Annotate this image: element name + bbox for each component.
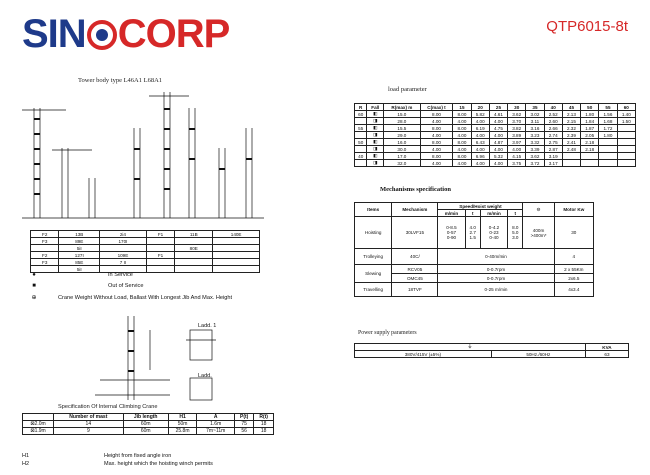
load-caption: load parameter bbox=[388, 86, 427, 93]
table-header-row: R Fall R(max) m C(max) t 15 20 25 30 35 40 45 50 55 60 bbox=[355, 104, 636, 111]
mast-section-icon: ⊠ bbox=[30, 421, 35, 427]
table-row: ◨ 28.0 4.00 4.00 4.00 4.00 3.70 3.11 2.60 2.15 1.84 1.68 1.50 bbox=[355, 118, 636, 125]
legend-in-service: ● In Service bbox=[30, 272, 133, 278]
table-header-row: m/min t m/min t bbox=[355, 210, 594, 217]
table-row: ◨ 32.0 4.00 4.00 4.00 4.00 3.75 3.72 3.17 bbox=[355, 160, 636, 167]
table-row: 5iI bbox=[31, 266, 260, 273]
table-row: ⊠2.0m 14 60m 50m 1.6m 75 18 bbox=[23, 421, 274, 428]
note-h1-text: Height from fixed angle iron bbox=[104, 453, 172, 459]
table-row: F3 85E 7 II bbox=[31, 259, 260, 266]
plug-icon: ⏚ bbox=[467, 344, 473, 349]
brand-logo bbox=[22, 14, 229, 54]
out-of-service-icon: ■ bbox=[32, 283, 36, 289]
tower-weight-table bbox=[30, 230, 260, 273]
in-service-icon: ● bbox=[32, 272, 36, 278]
table-row: 5iI 80E bbox=[31, 245, 260, 252]
power-title: Power supply parameters bbox=[358, 330, 417, 336]
figure-label-2: Ladd. bbox=[198, 373, 212, 379]
tower-caption: Tower body type L46A1 L68A1 bbox=[78, 77, 163, 84]
mast-section-icon: ⊠ bbox=[30, 428, 35, 434]
table-row: ◨ 30.0 4.00 4.00 4.00 4.00 4.00 3.39 2.87 2.48 2.18 bbox=[355, 146, 636, 153]
table-row: 40 ◧ 17.0 8.00 8.00 6.96 5.32 4.15 3.62 3.19 bbox=[355, 153, 636, 160]
note-h1-key: H1 bbox=[22, 453, 30, 459]
climbing-caption: Specification Of Internal Climbing Crane bbox=[58, 404, 158, 410]
table-row: 380V/415V (±5%) 50Hz./60Hz 63 bbox=[355, 351, 629, 358]
climbing-spec-table bbox=[22, 413, 274, 435]
brand-text-part1: SIN bbox=[22, 12, 86, 56]
table-row: F2 13B 2i4 F1 11B 140E bbox=[31, 231, 260, 238]
table-row: Hoisting 30LVF15 0-8.5 0-57 0-90 4.0 2.7 1.5 0-4.2 0-23 0-40 8.0 5.0 3.0 400m >400m* 30 bbox=[355, 217, 594, 249]
mechanisms-table bbox=[354, 202, 594, 297]
table-row: 50 ◧ 16.0 8.00 8.00 6.43 4.87 3.97 3.32 2.75 2.41 2.18 bbox=[355, 139, 636, 146]
table-row: ⊠1.9m 9 60m 25.8m 7m~11m 56 18 bbox=[23, 428, 274, 435]
model-number: QTP6015-8t bbox=[546, 18, 628, 35]
table-row: Trolleying 40C/ 0-40m/min 4 bbox=[355, 249, 594, 265]
table-row: F2 127I 109E F1 bbox=[31, 252, 260, 259]
tower-drawings bbox=[14, 88, 269, 228]
power-supply-table bbox=[354, 343, 629, 358]
figure-label-1: Ladd. 1 bbox=[198, 323, 217, 329]
table-row: F3 89E 170I bbox=[31, 238, 260, 245]
note-h2-key: H2 bbox=[22, 461, 30, 467]
table-header-row: Items Mechanism Speed/Hoist weight ⚙ Motor Kw bbox=[355, 203, 594, 210]
note-h2-text: Max. height which the hoisting winch permits bbox=[104, 461, 213, 467]
table-row: Slewing RCV05 0-0.7rpm 2 x 55Km bbox=[355, 265, 594, 274]
table-header-row: ⏚ KVA bbox=[355, 344, 629, 351]
table-row: 55 ◧ 15.5 8.00 8.00 6.19 4.75 3.82 3.16 2.66 2.32 1.87 1.72 bbox=[355, 125, 636, 132]
globe-icon bbox=[87, 20, 117, 50]
table-row: ◨ 29.0 4.00 4.00 4.00 4.00 3.89 3.23 2.74 2.39 2.05 1.80 bbox=[355, 132, 636, 139]
legend-crane-weight: ⊕ Crane Weight Without Load, Ballast With Longest Jib And Max. Height bbox=[31, 295, 233, 301]
load-parameter-table bbox=[354, 103, 636, 167]
table-row: OMC45 0-0.7rpm 2x6.5 bbox=[355, 274, 594, 283]
climbing-crane-drawings bbox=[90, 310, 260, 410]
brand-text-part2: CORP bbox=[117, 12, 230, 56]
crane-weight-icon: ⊕ bbox=[31, 295, 37, 301]
mechanisms-title: Mechanisms specification bbox=[380, 186, 451, 193]
table-row: 60 ◧ 15.0 8.00 8.00 5.82 4.61 3.62 3.02 2.52 2.13 1.80 1.56 1.40 bbox=[355, 111, 636, 118]
legend-out-of-service: ■ Out of Service bbox=[30, 283, 143, 289]
hook-icon: ⚙ bbox=[536, 206, 541, 212]
table-header-row: Number of mast Jib length H1 A P(t) R(t) bbox=[23, 414, 274, 421]
table-row: Travelling 18TVF 0-25 m/min 4x3.4 bbox=[355, 283, 594, 297]
